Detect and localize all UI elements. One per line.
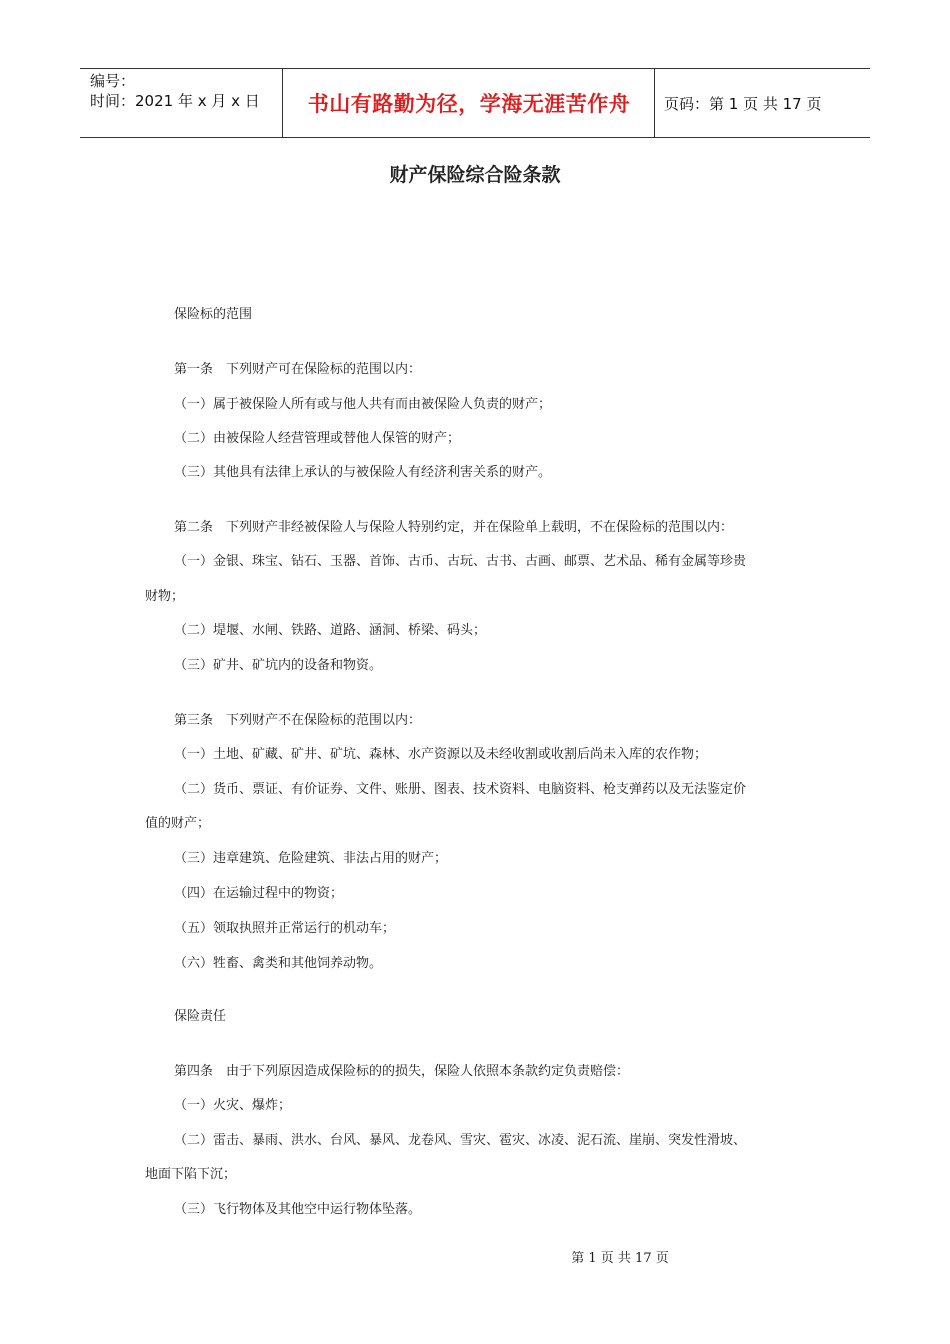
article-3: 第三条 下列财产不在保险标的范围以内： (174, 713, 422, 728)
number-label: 编号： (90, 72, 136, 90)
article-2-item-3: （三）矿井、矿坑内的设备和物资。 (174, 658, 383, 673)
article-1-item-1: （一）属于被保险人所有或与他人共有而由被保险人负责的财产； (174, 397, 552, 412)
document-header (80, 68, 870, 138)
article-3-item-5: （五）领取执照并正常运行的机动车； (174, 921, 396, 936)
article-3-item-3: （三）违章建筑、危险建筑、非法占用的财产； (174, 851, 448, 866)
article-1: 第一条 下列财产可在保险标的范围以内： (174, 362, 422, 377)
section-heading: 保险责任 (174, 1009, 227, 1024)
page-footer: 第 1 页 共 17 页 (571, 1251, 669, 1266)
article-3-item-6: （六）牲畜、禽类和其他饲养动物。 (174, 956, 383, 971)
article-3-item-2: （二）货币、票证、有价证券、文件、账册、图表、技术资料、电脑资料、枪支弹药以及无法鉴定价 (174, 782, 747, 797)
article-1-item-2: （二）由被保险人经营管理或替他人保管的财产； (174, 431, 461, 446)
article-2-item-1: （一）金银、珠宝、钻石、玉器、首饰、古币、古玩、古书、古画、邮票、艺术品、稀有金属等珍贵 (174, 554, 747, 569)
header-page-info: 页码：第 1 页 共 17 页 (664, 94, 822, 113)
article-4-item-3: （三）飞行物体及其他空中运行物体坠落。 (174, 1202, 422, 1217)
document-title: 财产保险综合险条款 (389, 164, 561, 186)
header-motto: 书山有路勤为径，学海无涯苦作舟 (307, 92, 631, 116)
article-4-item-2: （二）雷击、暴雨、洪水、台风、暴风、龙卷风、雪灾、雹灾、冰凌、泥石流、崖崩、突发性滑坡、 (174, 1133, 747, 1148)
article-3-item-2-cont: 值的财产； (145, 816, 211, 831)
article-3-item-1: （一）土地、矿藏、矿井、矿坑、森林、水产资源以及未经收割或收割后尚未入库的农作物； (174, 747, 708, 762)
article-2-item-1-cont: 财物； (145, 589, 185, 604)
section-heading: 保险标的范围 (174, 307, 253, 322)
time-label: 时间：2021 年 x 月 x 日 (90, 92, 260, 110)
article-3-item-4: （四）在运输过程中的物资； (174, 886, 344, 901)
article-2: 第二条 下列财产非经被保险人与保险人特别约定，并在保险单上载明，不在保险标的范围以内： (174, 520, 734, 535)
article-4: 第四条 由于下列原因造成保险标的的损失，保险人依照本条款约定负责赔偿： (174, 1064, 630, 1079)
header-divider (654, 69, 655, 137)
article-4-item-2-cont: 地面下陷下沉； (145, 1167, 237, 1182)
article-1-item-3: （三）其他具有法律上承认的与被保险人有经济利害关系的财产。 (174, 465, 552, 480)
article-2-item-2: （二）堤堰、水闸、铁路、道路、涵洞、桥梁、码头； (174, 623, 487, 638)
header-meta (90, 71, 260, 111)
article-4-item-1: （一）火灾、爆炸； (174, 1098, 292, 1113)
